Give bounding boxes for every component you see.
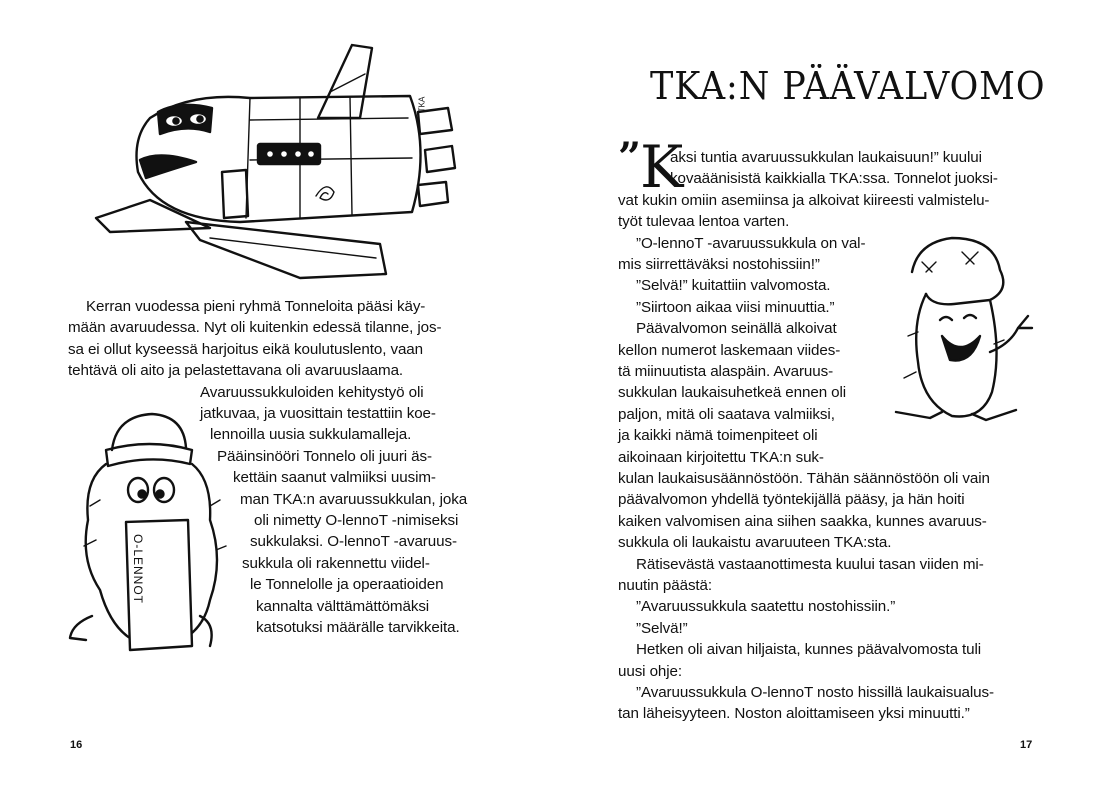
right-text-line: ”Avaruussukkula O-lennoT nosto hissillä laukaisualus-: [636, 684, 994, 701]
right-text-line: aksi tuntia avaruussukkulan laukaisuun!” kuului: [670, 149, 982, 166]
right-text-line: päävalvomon yhdellä työntekijällä pääsy, ja hän hoiti: [618, 491, 965, 508]
page-number-left: 16: [70, 739, 83, 751]
right-text-line: sukkula oli laukaistu avaruuteen TKA:sta.: [618, 534, 892, 551]
left-text-line: sukkula oli rakennettu viidel-: [242, 555, 430, 572]
left-text-line: Avaruussukkuloiden kehitystyö oli: [200, 384, 424, 401]
left-text-line: le Tonnelolle ja operaatioiden: [250, 576, 444, 593]
right-page: [548, 0, 1096, 794]
right-text-line: ”Selvä!” kuitattiin valvomosta.: [636, 277, 831, 294]
page-number-right: 17: [1020, 739, 1033, 751]
right-text-line: aikoinaan kirjoitettu TKA:n suk-: [618, 449, 824, 466]
left-text-line: lennoilla uusia sukkulamalleja.: [210, 426, 412, 443]
right-text-line: kaiken valvomisen aina siihen saakka, kunnes avaruus-: [618, 513, 987, 530]
right-text-line: paljon, mitä oli saatava valmiiksi,: [618, 406, 835, 423]
right-text-line: nuutin päästä:: [618, 577, 713, 594]
right-text-line: ”Avaruussukkula saatettu nostohissiin.”: [636, 598, 896, 615]
left-text-line: jatkuvaa, ja vuosittain testattiin koe-: [200, 405, 436, 422]
left-text-line: sukkulaksi. O-lennoT -avaruus-: [250, 533, 457, 550]
right-text-line: Päävalvomon seinällä alkoivat: [636, 320, 837, 337]
left-text-line: kannalta välttämättömäksi: [256, 598, 430, 615]
left-text-line: Kerran vuodessa pieni ryhmä Tonneloita pääsi käy-: [86, 298, 426, 315]
right-text-line: työt tulevaa lentoa varten.: [618, 213, 790, 230]
left-text-line: katsotuksi määrälle tarvikkeita.: [256, 619, 460, 636]
chapter-title: TKA:N PÄÄVALVOMO: [650, 64, 1046, 108]
left-text-line: oli nimetty O-lennoT -nimiseksi: [254, 512, 459, 529]
right-text-line: kovaäänisistä kaikkialla TKA:ssa. Tonnelot juoksi-: [670, 170, 998, 187]
shuttle-label: TKA: [417, 96, 427, 113]
left-text-line: kettäin saanut valmiiksi uusim-: [233, 469, 436, 486]
right-text-line: ja kaikki nämä toimenpiteet oli: [618, 427, 818, 444]
right-text-line: Rätisevästä vastaanottimesta kuului tasan viiden mi-: [636, 556, 984, 573]
tonnelo-with-cap-illustration: [882, 232, 1062, 432]
right-text-line: ”Selvä!”: [636, 620, 688, 637]
right-text-line: sukkulan laukaisuhetkeä ennen oli: [618, 384, 847, 401]
space-shuttle-illustration: [0, 0, 548, 300]
dropcap-letter: K: [640, 133, 684, 201]
right-text-line: uusi ohje:: [618, 663, 683, 680]
left-text-line: sa ei ollut kyseessä harjoitus eikä koulutuslento, vaan: [68, 341, 423, 358]
right-text-line: mis siirrettäväksi nostohissiin!”: [618, 256, 820, 273]
dropcap-quote: ”: [618, 134, 642, 181]
right-text-line: Hetken oli aivan hiljaista, kunnes päävalvomosta tuli: [636, 641, 982, 658]
sign-text: O-LENNOT: [131, 534, 145, 605]
right-text-line: ”O-lennoT -avaruussukkula on val-: [636, 235, 866, 252]
right-text-line: ”Siirtoon aikaa viisi minuuttia.”: [636, 299, 835, 316]
left-text-line: man TKA:n avaruussukkulan, joka: [240, 491, 468, 508]
right-text-line: tan läheisyyteen. Noston aloittamiseen yksi minuutti.”: [618, 705, 970, 722]
left-text-line: tehtävä oli aito ja pelastettavana oli avaruuslaama.: [68, 362, 404, 379]
right-text-line: kellon numerot laskemaan viides-: [618, 342, 841, 359]
right-text-line: kulan laukaisusäännöstöön. Tähän säännöstöön oli vain: [618, 470, 990, 487]
right-text-line: tä miinuutista alaspäin. Avaruus-: [618, 363, 834, 380]
left-text-line: mään avaruudessa. Nyt oli kuitenkin edessä tilanne, jos-: [68, 319, 442, 336]
right-text-line: vat kukin omiin asemiinsa ja alkoivat kiireesti valmistelu-: [618, 192, 990, 209]
left-text-line: Pääinsinööri Tonnelo oli juuri äs-: [217, 448, 432, 465]
